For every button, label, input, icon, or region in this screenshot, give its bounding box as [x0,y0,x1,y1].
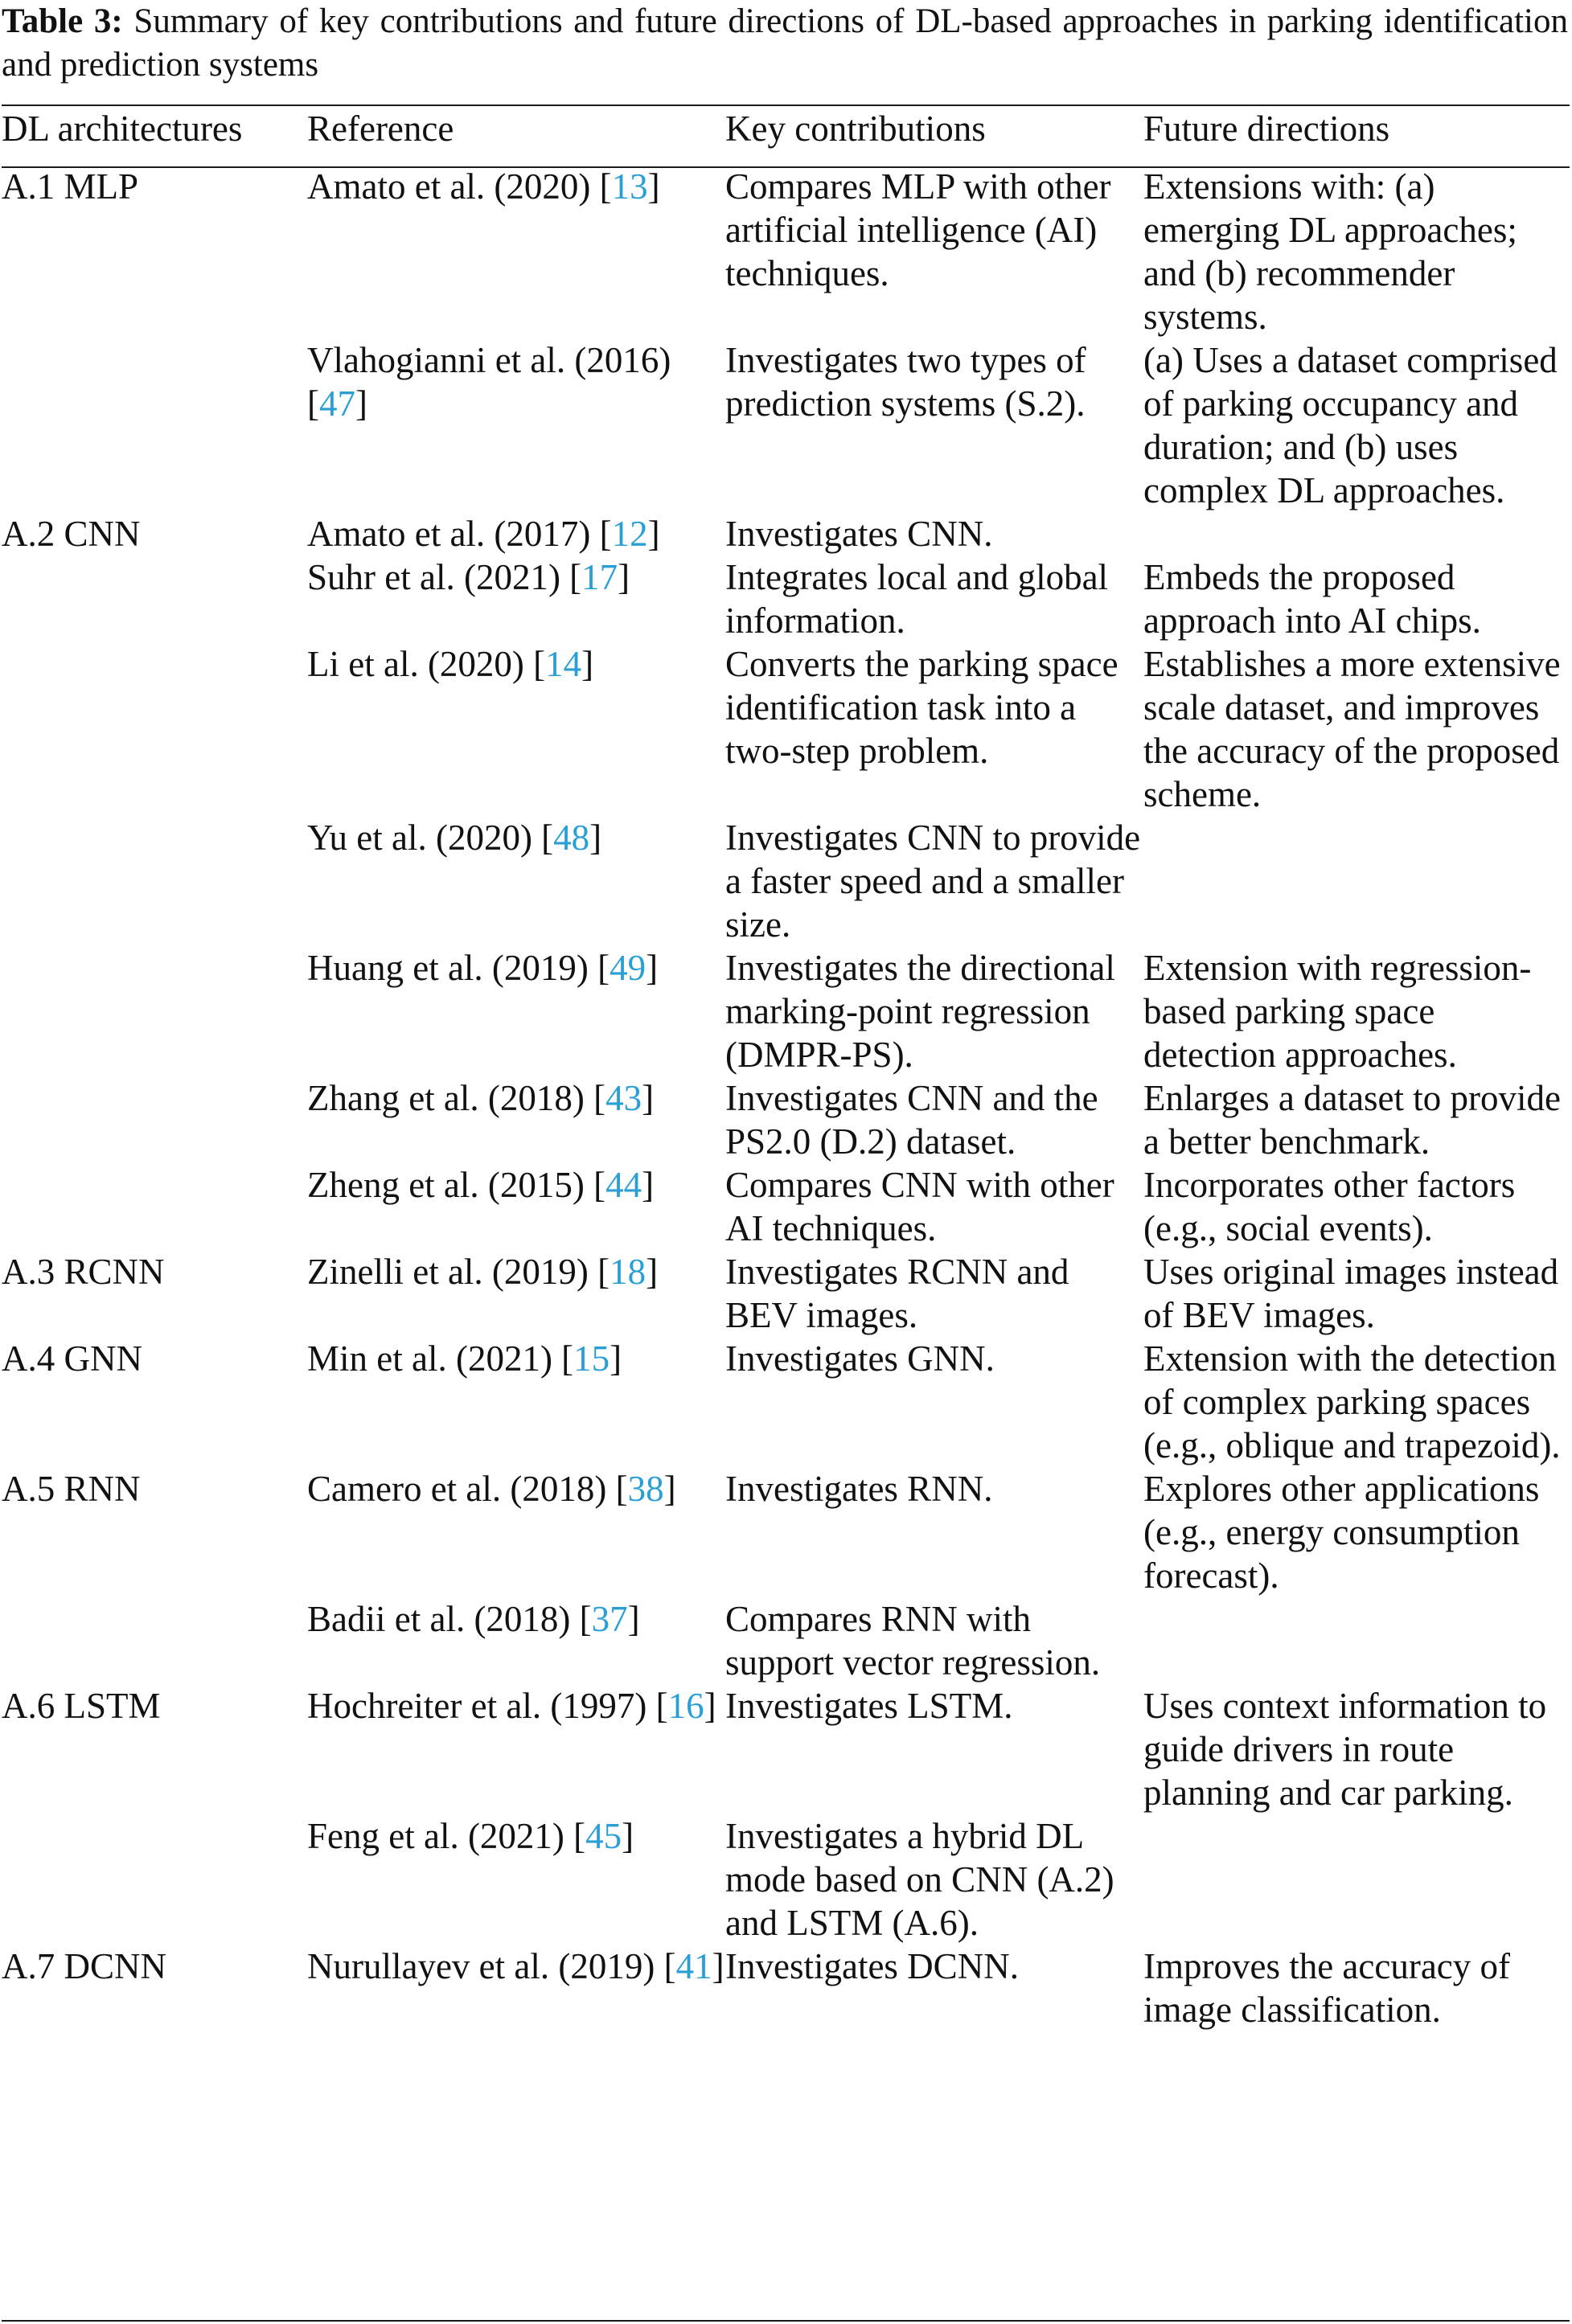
citation-link[interactable]: 48 [553,818,590,858]
cell-reference [307,1814,725,1945]
summary-table [2,107,1570,2031]
reference-text: Zheng et al. (2015) [ [307,1165,606,1205]
citation-link[interactable]: 38 [627,1469,664,1509]
table-row [2,1076,1570,1163]
cell-reference [307,1945,725,2031]
table-row [2,555,1570,642]
reference-bracket-close: ] [581,644,594,684]
cell-future-direction [1143,1814,1570,1945]
cell-future-direction: Extensions with: (a) emerging DL approaches; and (b) recommender systems. [1143,166,1517,337]
reference-bracket-close: ] [642,1165,655,1205]
cell-key-contribution: Investigates CNN to provide a faster speed and a smaller size. [725,818,1141,945]
caption-label: Table 3: [2,2,123,40]
reference-text: Zinelli et al. (2019) [ [307,1252,610,1292]
reference-text: Vlahogianni et al. (2016) [ [307,340,671,424]
header-reference: Reference [307,109,454,149]
table-row [2,338,1570,512]
reference-text: Nurullayev et al. (2019) [ [307,1946,676,1986]
reference-text: Badii et al. (2018) [ [307,1599,592,1639]
cell-key-contribution: Compares CNN with other AI techniques. [725,1165,1114,1248]
reference-bracket-close: ] [704,1686,716,1726]
cell-future-direction: Explores other applications (e.g., energy consumption forecast). [1143,1469,1540,1596]
reference-text: Feng et al. (2021) [ [307,1816,586,1856]
table-header-row [2,107,1570,158]
cell-architecture [2,1163,307,1250]
reference-text: Zhang et al. (2018) [ [307,1078,606,1118]
cell-key-contribution: Compares MLP with other artificial intelligence (AI) techniques. [725,166,1111,293]
reference-text: Camero et al. (2018) [ [307,1469,628,1509]
cell-reference [307,158,725,338]
reference-bracket-close: ] [642,1078,655,1118]
cell-future-direction: Embeds the proposed approach into AI chips. [1143,557,1481,641]
reference-bracket-close: ] [646,1252,659,1292]
reference-text: Min et al. (2021) [ [307,1338,574,1379]
table-body [2,158,1570,2031]
table-row [2,816,1570,946]
cell-reference [307,555,725,642]
reference-text: Yu et al. (2020) [ [307,818,554,858]
cell-architecture [2,946,307,1076]
cell-architecture [2,642,307,816]
table-row [2,512,1570,555]
cell-key-contribution: Investigates two types of prediction systems (S.2). [725,340,1086,424]
citation-link[interactable]: 14 [545,644,582,684]
table-row [2,1250,1570,1337]
table-row [2,1597,1570,1684]
cell-future-direction: Improves the accuracy of image classification. [1143,1946,1511,2030]
table-row [2,1684,1570,1814]
cell-architecture: A.1 MLP [2,166,139,207]
cell-reference [307,1163,725,1250]
cell-key-contribution: Investigates DCNN. [725,1946,1019,1986]
cell-key-contribution: Integrates local and global information. [725,557,1109,641]
reference-bracket-close: ] [647,166,660,207]
cell-reference [307,1076,725,1163]
citation-link[interactable]: 43 [605,1078,642,1118]
citation-link[interactable]: 44 [605,1165,642,1205]
cell-reference [307,512,725,555]
cell-key-contribution: Investigates GNN. [725,1338,995,1379]
citation-link[interactable]: 12 [611,514,648,554]
header-future-directions: Future directions [1143,109,1390,149]
reference-text: Suhr et al. (2021) [ [307,557,582,597]
reference-bracket-close: ] [618,557,630,597]
cell-future-direction: Enlarges a dataset to provide a better benchmark. [1143,1078,1561,1162]
table-row [2,1467,1570,1597]
top-rule [2,105,1570,106]
reference-bracket-close: ] [622,1816,634,1856]
header-dl-architectures: DL architectures [2,109,243,149]
cell-architecture [2,1814,307,1945]
citation-link[interactable]: 37 [591,1599,628,1639]
cell-key-contribution: Investigates CNN and the PS2.0 (D.2) dataset. [725,1078,1098,1162]
cell-future-direction: Extension with the detection of complex parking spaces (e.g., oblique and trapezoid). [1143,1338,1561,1465]
cell-future-direction [1143,816,1570,946]
citation-link[interactable]: 45 [585,1816,622,1856]
cell-architecture: A.4 GNN [2,1338,142,1379]
cell-architecture: A.6 LSTM [2,1686,161,1726]
citation-link[interactable]: 49 [610,948,646,988]
cell-future-direction: Extension with regression-based parking space detection approaches. [1143,948,1532,1075]
reference-bracket-close: ] [712,1946,724,1986]
cell-reference [307,1250,725,1337]
cell-key-contribution: Investigates LSTM. [725,1686,1013,1726]
cell-future-direction: Incorporates other factors (e.g., social events). [1143,1165,1516,1248]
cell-reference [307,642,725,816]
cell-key-contribution: Investigates CNN. [725,514,993,554]
table-caption [2,0,1568,87]
cell-key-contribution: Investigates RCNN and BEV images. [725,1252,1069,1335]
cell-future-direction: Uses context information to guide drivers in route planning and car parking. [1143,1686,1547,1813]
cell-future-direction: Establishes a more extensive scale dataset, and improves the accuracy of the proposed scheme. [1143,644,1561,814]
bottom-rule [2,2320,1570,2322]
table-row [2,158,1570,338]
cell-future-direction: Uses original images instead of BEV images. [1143,1252,1559,1335]
cell-architecture: A.7 DCNN [2,1946,167,1986]
reference-bracket-close: ] [627,1599,640,1639]
cell-key-contribution: Investigates a hybrid DL mode based on CNN (A.2) and LSTM (A.6). [725,1816,1114,1943]
reference-bracket-close: ] [647,514,660,554]
header-key-contributions: Key contributions [725,109,986,149]
cell-architecture [2,1597,307,1684]
citation-link[interactable]: 17 [581,557,618,597]
cell-architecture [2,555,307,642]
reference-text: Li et al. (2020) [ [307,644,546,684]
table-row [2,642,1570,816]
reference-bracket-close: ] [663,1469,676,1509]
citation-link[interactable]: 15 [573,1338,610,1379]
cell-architecture [2,1076,307,1163]
reference-text: Amato et al. (2020) [ [307,166,612,207]
reference-text: Amato et al. (2017) [ [307,514,612,554]
cell-reference [307,1467,725,1597]
cell-reference [307,338,725,512]
table-row [2,1814,1570,1945]
cell-key-contribution: Converts the parking space identification task into a two-step problem. [725,644,1118,771]
caption-text: Summary of key contributions and future directions of DL-based approaches in parking identification and prediction systems [2,2,1568,84]
cell-reference [307,1337,725,1467]
cell-architecture [2,816,307,946]
table-row [2,1945,1570,2031]
cell-future-direction [1143,1597,1570,1684]
cell-architecture: A.3 RCNN [2,1252,165,1292]
cell-reference [307,946,725,1076]
reference-bracket-close: ] [646,948,659,988]
reference-text: Huang et al. (2019) [ [307,948,610,988]
cell-reference [307,816,725,946]
cell-reference [307,1597,725,1684]
citation-link[interactable]: 18 [610,1252,646,1292]
citation-link[interactable]: 47 [319,383,355,424]
table-row [2,1163,1570,1250]
table-row [2,1337,1570,1467]
citation-link[interactable]: 16 [667,1686,704,1726]
citation-link[interactable]: 41 [675,1946,712,1986]
reference-bracket-close: ] [355,383,367,424]
citation-link[interactable]: 13 [611,166,648,207]
reference-text: Hochreiter et al. (1997) [ [307,1686,668,1726]
cell-key-contribution: Compares RNN with support vector regression. [725,1599,1101,1683]
table-row [2,946,1570,1076]
cell-architecture [2,338,307,512]
cell-future-direction [1143,512,1570,555]
cell-reference [307,1684,725,1814]
reference-bracket-close: ] [589,818,602,858]
cell-key-contribution: Investigates RNN. [725,1469,993,1509]
reference-bracket-close: ] [610,1338,622,1379]
cell-architecture: A.2 CNN [2,514,141,554]
cell-architecture: A.5 RNN [2,1469,141,1509]
cell-future-direction: (a) Uses a dataset comprised of parking occupancy and duration; and (b) uses complex DL approaches. [1143,340,1558,510]
cell-key-contribution: Investigates the directional marking-point regression (DMPR-PS). [725,948,1115,1075]
